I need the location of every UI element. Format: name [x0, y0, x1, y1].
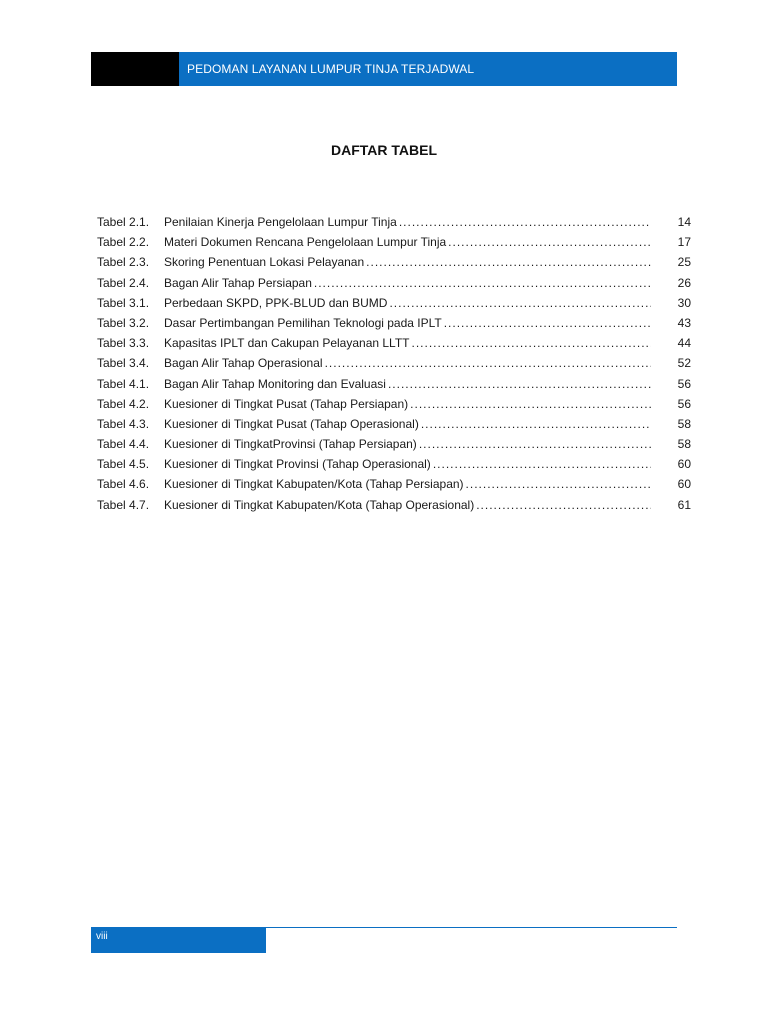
header-black-block [91, 52, 179, 86]
toc-entry-number: Tabel 4.4. [97, 437, 150, 452]
toc-entry[interactable] [97, 394, 695, 414]
dot-leader [389, 293, 651, 313]
toc-entry-number: Tabel 2.4. [97, 275, 150, 290]
page-title: DAFTAR TABEL [330, 142, 438, 158]
toc-entry-page: 43 [677, 315, 691, 330]
table-of-tables [97, 212, 695, 515]
toc-entry-page: 30 [677, 295, 691, 310]
dot-leader [388, 374, 651, 394]
toc-entry-label: Kuesioner di TingkatProvinsi (Tahap Persiapan) [164, 437, 417, 452]
dot-leader [421, 414, 651, 434]
toc-entry[interactable] [97, 374, 695, 394]
toc-entry[interactable] [97, 454, 695, 474]
toc-entry-label: Penilaian Kinerja Pengelolaan Lumpur Tinja [164, 215, 397, 229]
dot-leader [399, 212, 651, 232]
dot-leader [433, 454, 651, 474]
toc-entry-label: Kuesioner di Tingkat Pusat (Tahap Operasional) [164, 416, 419, 431]
dot-leader [325, 353, 651, 373]
dot-leader [466, 474, 651, 494]
toc-entry[interactable] [97, 414, 695, 434]
dot-leader [412, 333, 652, 353]
toc-entry-label: Perbedaan SKPD, PPK-BLUD dan BUMD [164, 295, 388, 310]
toc-entry[interactable] [97, 434, 695, 454]
toc-entry-number: Tabel 2.2. [97, 235, 150, 250]
toc-entry-page: 52 [677, 356, 691, 371]
toc-entry[interactable] [97, 232, 695, 252]
toc-entry-page: 58 [677, 437, 691, 452]
toc-entry-number: Tabel 3.1. [97, 295, 150, 310]
toc-entry[interactable] [97, 333, 695, 353]
toc-entry-label: Kapasitas IPLT dan Cakupan Pelayanan LLTT [164, 336, 410, 351]
toc-entry-number: Tabel 4.7. [97, 497, 150, 512]
toc-entry-page: 14 [677, 215, 691, 229]
toc-entry-number: Tabel 4.1. [97, 376, 150, 391]
toc-entry-number: Tabel 3.4. [97, 356, 150, 371]
toc-entry-number: Tabel 2.1. [97, 215, 150, 229]
dot-leader [314, 273, 651, 293]
dot-leader [448, 232, 651, 252]
dot-leader [419, 434, 651, 454]
toc-entry-label: Kuesioner di Tingkat Provinsi (Tahap Operasional) [164, 457, 431, 472]
toc-entry-number: Tabel 3.3. [97, 336, 150, 351]
toc-entry-page: 25 [677, 255, 691, 270]
toc-entry-page: 44 [677, 336, 691, 351]
toc-entry-label: Bagan Alir Tahap Monitoring dan Evaluasi [164, 376, 386, 391]
toc-entry-label: Kuesioner di Tingkat Kabupaten/Kota (Tahap Persiapan) [164, 477, 464, 492]
toc-entry-label: Dasar Pertimbangan Pemilihan Teknologi pada IPLT [164, 315, 442, 330]
toc-entry[interactable] [97, 273, 695, 293]
toc-entry[interactable] [97, 495, 695, 515]
toc-entry-label: Kuesioner di Tingkat Kabupaten/Kota (Tahap Operasional) [164, 497, 475, 512]
toc-entry-page: 60 [677, 477, 691, 492]
toc-entry-label: Bagan Alir Tahap Operasional [164, 356, 323, 371]
toc-entry-page: 58 [677, 416, 691, 431]
toc-entry-page: 60 [677, 457, 691, 472]
toc-entry-number: Tabel 2.3. [97, 255, 150, 270]
toc-entry[interactable] [97, 353, 695, 373]
toc-entry-page: 56 [677, 376, 691, 391]
toc-entry[interactable] [97, 293, 695, 313]
toc-entry[interactable] [97, 212, 695, 232]
toc-entry-label: Kuesioner di Tingkat Pusat (Tahap Persiapan) [164, 396, 409, 411]
header-bar [179, 52, 677, 86]
footer-page-number: viii [96, 931, 108, 942]
toc-entry-page: 61 [677, 497, 691, 512]
toc-entry-page: 26 [677, 275, 691, 290]
dot-leader [476, 495, 651, 515]
toc-entry-label: Bagan Alir Tahap Persiapan [164, 275, 312, 290]
toc-entry-number: Tabel 4.3. [97, 416, 150, 431]
toc-entry-number: Tabel 4.2. [97, 396, 150, 411]
dot-leader [366, 252, 651, 272]
footer-page-box [91, 928, 266, 953]
toc-entry[interactable] [97, 252, 695, 272]
toc-entry-page: 56 [677, 396, 691, 411]
dot-leader [444, 313, 651, 333]
toc-entry-number: Tabel 4.5. [97, 457, 150, 472]
toc-entry-label: Materi Dokumen Rencana Pengelolaan Lumpur Tinja [164, 235, 447, 250]
toc-entry-label: Skoring Penentuan Lokasi Pelayanan [164, 255, 365, 270]
toc-entry[interactable] [97, 313, 695, 333]
toc-entry[interactable] [97, 474, 695, 494]
header-title: PEDOMAN LAYANAN LUMPUR TINJA TERJADWAL [187, 62, 475, 76]
dot-leader [410, 394, 651, 414]
toc-entry-page: 17 [677, 235, 691, 250]
toc-entry-number: Tabel 4.6. [97, 477, 150, 492]
toc-entry-number: Tabel 3.2. [97, 315, 150, 330]
